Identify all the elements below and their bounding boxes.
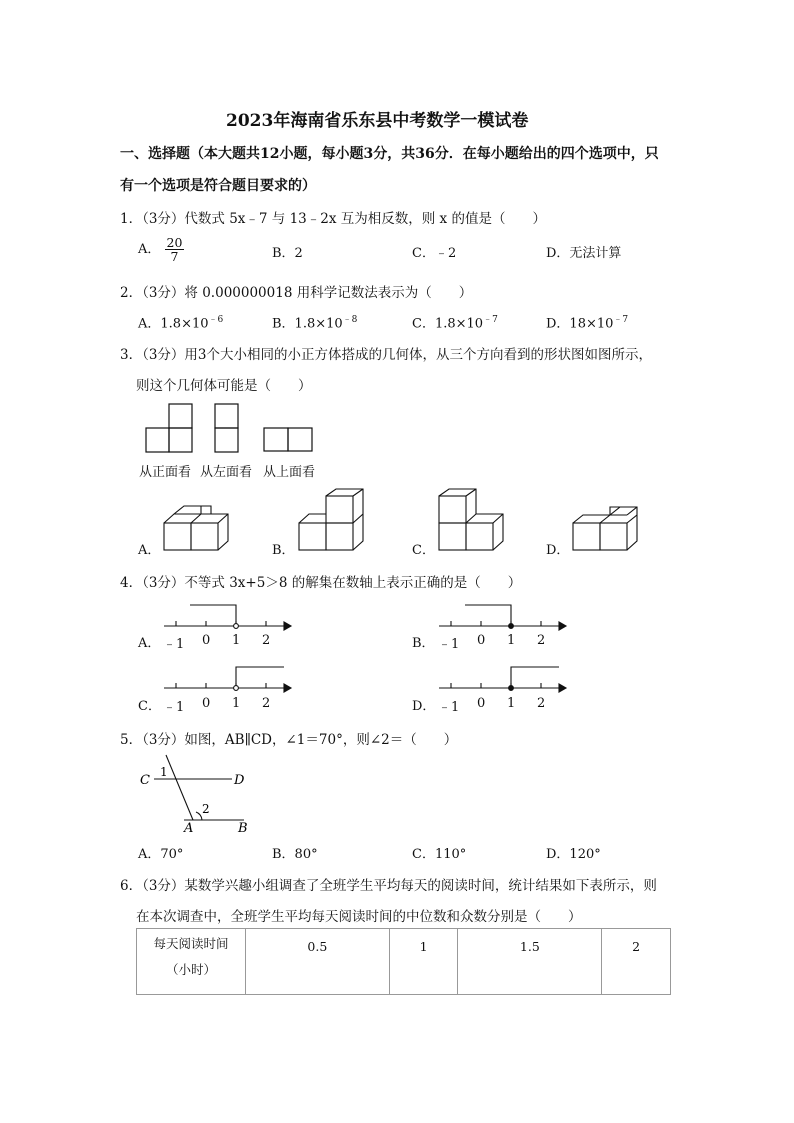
q4c-tick-label: 0 — [202, 696, 211, 711]
point-d-label: D — [234, 773, 245, 788]
table-cell: 1 — [389, 929, 458, 995]
q4a-tick-label: 1 — [232, 633, 241, 648]
q5-parallel-lines-figure — [136, 752, 266, 838]
q4d-tick-label: 0 — [477, 696, 486, 711]
question-5-stem: 5．（3分）如图，AB∥CD，∠1＝70°，则∠2＝（ ） — [120, 732, 458, 748]
q3-top-view-caption: 从上面看 — [263, 465, 316, 480]
q2-option-c[interactable] — [412, 312, 498, 331]
question-2-stem: 2．（3分）将 0.000000018 用科学记数法表示为（ ） — [120, 285, 473, 301]
table-header-line2: （小时） — [165, 962, 216, 977]
front-view-square — [169, 428, 192, 452]
q6-reading-time-table — [136, 928, 671, 995]
table-cell: 1.5 — [458, 929, 602, 995]
q4-option-b-label[interactable]: B． — [412, 636, 435, 651]
q2-option-d-exponent: ﹣7 — [613, 315, 629, 325]
q4a-tick-label: ﹣1 — [163, 637, 185, 652]
question-3-stem-line2: 则这个几何体可能是（ ） — [136, 378, 312, 394]
q3-option-a-figure[interactable] — [160, 503, 236, 553]
q4d-tick-label: ﹣1 — [438, 700, 460, 715]
q1-fraction — [165, 236, 185, 263]
table-header-line1: 每天阅读时间 — [153, 936, 229, 951]
q3-three-views-figure — [140, 400, 320, 456]
question-6-stem-line2: 在本次调查中，全班学生平均每天阅读时间的中位数和众数分别是（ ） — [136, 909, 582, 925]
q3-option-a-label[interactable]: A． — [138, 543, 161, 558]
point-a-label: A — [184, 821, 194, 836]
q2-option-d-base: D．18×10 — [546, 316, 614, 332]
section-heading-line1: 一、选择题（本大题共12小题，每小题3分，共36分．在每小题给出的四个选项中，只 — [120, 146, 659, 162]
q4a-tick-label: 0 — [202, 633, 211, 648]
q4c-tick-label: 1 — [232, 696, 241, 711]
angle-2-label: 2 — [202, 802, 210, 816]
front-view-square — [146, 428, 169, 452]
q3-option-d-figure[interactable] — [570, 503, 646, 553]
q2-option-a-base: A．1.8×10 — [138, 316, 209, 332]
q1-option-a-label: A． — [138, 242, 161, 258]
q3-option-b-label[interactable]: B． — [272, 543, 295, 558]
q4c-tick-label: ﹣1 — [163, 700, 185, 715]
question-1-stem: 1．（3分）代数式 5x﹣7 与 13﹣2x 互为相反数，则 x 的值是（ ） — [120, 211, 546, 227]
q3-option-b-figure[interactable] — [295, 488, 371, 554]
q3-front-view-caption: 从正面看 — [139, 465, 192, 480]
q1-option-a[interactable] — [138, 236, 184, 263]
front-view-square — [169, 404, 192, 428]
q4-option-c-label[interactable]: C． — [138, 699, 161, 714]
top-view-square — [264, 428, 288, 451]
q5-option-a[interactable]: A．70° — [138, 847, 184, 862]
left-view-square — [215, 404, 238, 428]
q2-option-d[interactable] — [546, 312, 628, 331]
q4d-tick-label: 2 — [537, 696, 546, 711]
q1-fraction-numerator: 20 — [166, 235, 183, 250]
table-header-cell — [137, 929, 246, 995]
q2-option-a-exponent: ﹣6 — [208, 315, 224, 325]
page-title: 2023年海南省乐东县中考数学一模试卷 — [226, 111, 529, 131]
q4a-tick-label: 2 — [262, 633, 271, 648]
q3-option-c-label[interactable]: C． — [412, 543, 435, 558]
question-4-stem: 4．（3分）不等式 3x+5＞8 的解集在数轴上表示正确的是（ ） — [120, 575, 522, 591]
q1-option-d[interactable]: D．无法计算 — [546, 246, 622, 261]
transversal-line — [166, 755, 193, 820]
top-view-square — [288, 428, 312, 451]
question-3-stem-line1: 3．（3分）用3个大小相同的小正方体搭成的几何体，从三个方向看到的形状图如图所示， — [120, 347, 653, 363]
q3-option-d-label[interactable]: D． — [546, 543, 570, 558]
q4b-tick-label: 2 — [537, 633, 546, 648]
q5-option-d[interactable]: D．120° — [546, 847, 601, 862]
q1-option-b[interactable]: B．2 — [272, 246, 303, 261]
q1-option-c[interactable]: C．﹣2 — [412, 246, 457, 261]
q2-option-b-base: B．1.8×10 — [272, 316, 343, 332]
point-b-label: B — [238, 821, 248, 836]
q2-option-b[interactable] — [272, 312, 357, 331]
table-row — [137, 929, 671, 995]
left-view-square — [215, 428, 238, 452]
q2-option-c-exponent: ﹣7 — [483, 315, 498, 325]
q2-option-a[interactable] — [138, 312, 223, 331]
q3-left-view-caption: 从左面看 — [200, 465, 253, 480]
q5-option-b[interactable]: B．80° — [272, 847, 318, 862]
section-heading-line2: 有一个选项是符合题目要求的） — [120, 178, 316, 194]
q4b-tick-label: ﹣1 — [438, 637, 460, 652]
table-cell: 0.5 — [246, 929, 390, 995]
q1-fraction-denominator: 7 — [170, 249, 179, 265]
q4b-tick-label: 1 — [507, 633, 516, 648]
angle-1-label: 1 — [160, 765, 168, 779]
q4b-tick-label: 0 — [477, 633, 486, 648]
q2-option-c-base: C．1.8×10 — [412, 316, 484, 332]
point-c-label: C — [140, 773, 150, 788]
q3-option-c-figure[interactable] — [435, 488, 511, 554]
q4d-tick-label: 1 — [507, 696, 516, 711]
q4-option-d-label[interactable]: D． — [412, 699, 436, 714]
q5-option-c[interactable]: C．110° — [412, 847, 467, 862]
q4c-tick-label: 2 — [262, 696, 271, 711]
q4-option-a-label[interactable]: A． — [138, 636, 161, 651]
q2-option-b-exponent: ﹣8 — [342, 315, 358, 325]
table-cell: 2 — [602, 929, 671, 995]
question-6-stem-line1: 6．（3分）某数学兴趣小组调查了全班学生平均每天的阅读时间，统计结果如下表所示，则 — [120, 878, 657, 894]
